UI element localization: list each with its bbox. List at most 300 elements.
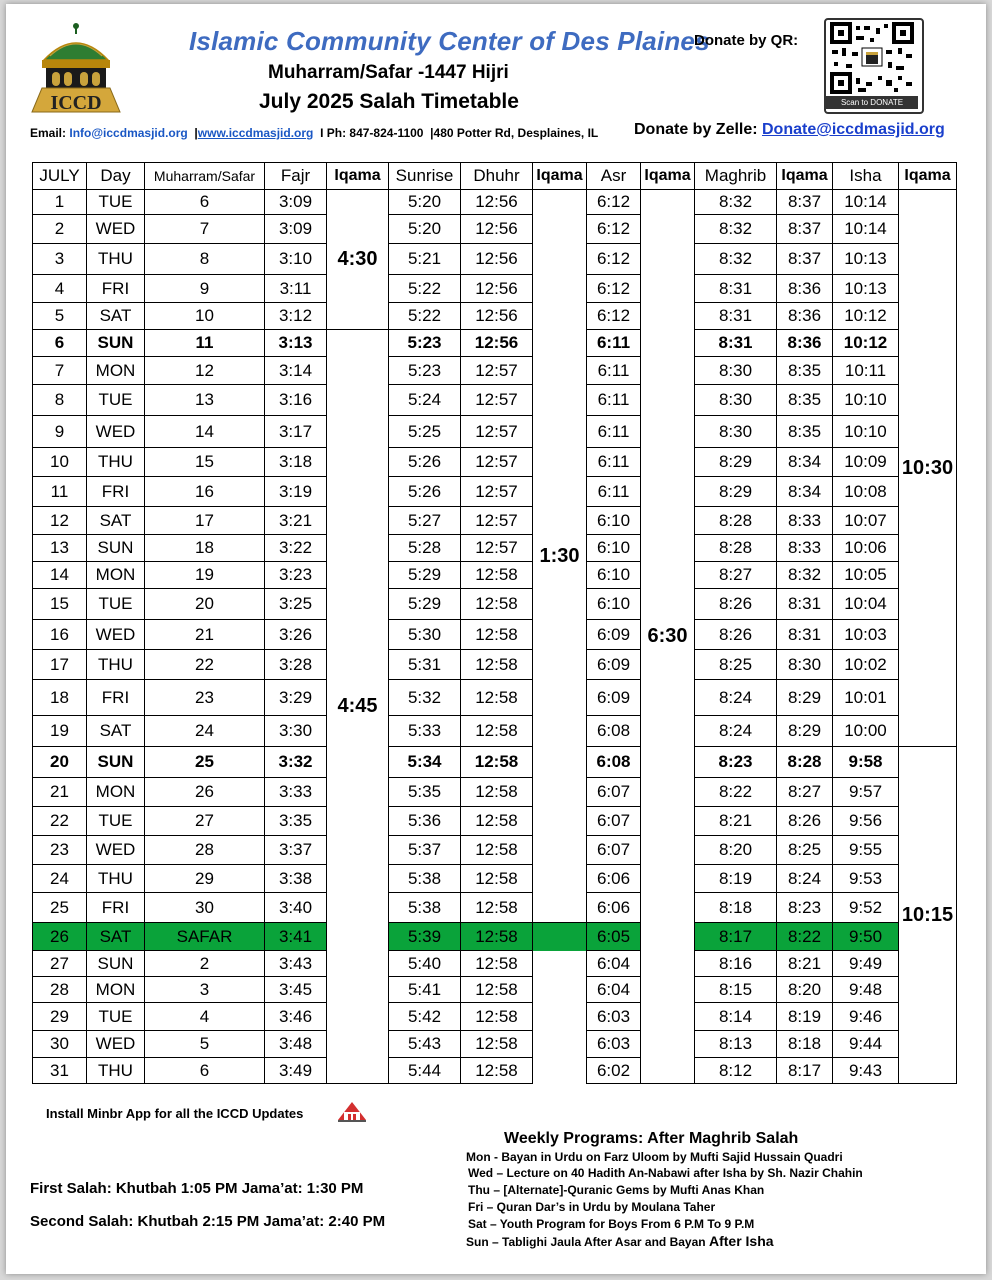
- cell: 12:57: [461, 507, 533, 535]
- cell: 6:03: [587, 1031, 641, 1058]
- cell: 9: [145, 275, 265, 303]
- cell: 6:09: [587, 620, 641, 650]
- cell: 6:12: [587, 303, 641, 330]
- cell: 5:38: [389, 893, 461, 923]
- cell: 18: [33, 680, 87, 716]
- cell: THU: [87, 244, 145, 275]
- cell: 8:25: [777, 836, 833, 865]
- table-row: [33, 1031, 957, 1058]
- cell: 12:58: [461, 836, 533, 865]
- cell: 30: [33, 1031, 87, 1058]
- cell: 5:26: [389, 477, 461, 507]
- cell: 6:10: [587, 507, 641, 535]
- cell: 3:26: [265, 620, 327, 650]
- qr-pattern-icon: [826, 20, 918, 98]
- separator: I: [316, 126, 327, 140]
- cell: 10:10: [833, 385, 899, 416]
- table-row: [33, 535, 957, 562]
- cell: 8:36: [777, 330, 833, 357]
- cell: 3:21: [265, 507, 327, 535]
- cell: 6: [145, 190, 265, 215]
- cell: 8:33: [777, 535, 833, 562]
- cell: 15: [33, 589, 87, 620]
- cell: 6:12: [587, 215, 641, 244]
- cell: 5:39: [389, 923, 461, 951]
- cell: 8:19: [777, 1003, 833, 1031]
- program-sun: [466, 1233, 774, 1249]
- iqama-cell: 1:30: [533, 190, 587, 923]
- col-header: Asr: [587, 163, 641, 190]
- address: 480 Potter Rd, Desplaines, IL: [433, 126, 599, 140]
- table-row: [33, 190, 957, 215]
- cell: 5:36: [389, 807, 461, 836]
- cell: 10:12: [833, 330, 899, 357]
- email-link[interactable]: Info@iccdmasjid.org: [69, 126, 188, 140]
- cell: 5:43: [389, 1031, 461, 1058]
- col-header: Isha: [833, 163, 899, 190]
- cell: 8:21: [777, 951, 833, 977]
- table-row: [33, 589, 957, 620]
- table-row: [33, 357, 957, 385]
- table-row: [33, 865, 957, 893]
- cell: 12:57: [461, 357, 533, 385]
- cell: 5:23: [389, 357, 461, 385]
- cell: 8:20: [777, 977, 833, 1003]
- cell: SAT: [87, 923, 145, 951]
- cell: 12:57: [461, 535, 533, 562]
- cell: 19: [145, 562, 265, 589]
- cell: 8:18: [777, 1031, 833, 1058]
- contact-line: [30, 126, 598, 140]
- cell: 6:06: [587, 865, 641, 893]
- table-row: [33, 778, 957, 807]
- cell: 5:26: [389, 448, 461, 477]
- cell: 8: [33, 385, 87, 416]
- col-header: Fajr: [265, 163, 327, 190]
- cell: 10:06: [833, 535, 899, 562]
- table-row: [33, 977, 957, 1003]
- cell: 10:08: [833, 477, 899, 507]
- cell: FRI: [87, 893, 145, 923]
- cell: 9:46: [833, 1003, 899, 1031]
- separator: |: [191, 126, 198, 140]
- cell: 25: [145, 747, 265, 778]
- cell: 12:58: [461, 923, 533, 951]
- cell: 8:17: [695, 923, 777, 951]
- col-header: Day: [87, 163, 145, 190]
- cell: 3:12: [265, 303, 327, 330]
- cell: SAT: [87, 716, 145, 747]
- cell: 8:21: [695, 807, 777, 836]
- cell: 8:30: [695, 416, 777, 448]
- cell: 3:10: [265, 244, 327, 275]
- cell: 3:38: [265, 865, 327, 893]
- cell: 8:24: [695, 716, 777, 747]
- cell: TUE: [87, 190, 145, 215]
- cell: SUN: [87, 951, 145, 977]
- table-row: [33, 836, 957, 865]
- cell: 6:09: [587, 650, 641, 680]
- cell: 12:56: [461, 215, 533, 244]
- zelle-label: Donate by Zelle:: [634, 121, 758, 138]
- header-row: [33, 163, 957, 190]
- cell: 7: [145, 215, 265, 244]
- cell: SUN: [87, 747, 145, 778]
- cell: 3:19: [265, 477, 327, 507]
- cell: 12:58: [461, 562, 533, 589]
- cell: 1: [33, 190, 87, 215]
- cell: 5:24: [389, 385, 461, 416]
- cell: 5:37: [389, 836, 461, 865]
- cell: 23: [145, 680, 265, 716]
- cell: 3:25: [265, 589, 327, 620]
- cell: 6:04: [587, 977, 641, 1003]
- cell: 8:34: [777, 477, 833, 507]
- cell: 8:22: [695, 778, 777, 807]
- cell: 12:57: [461, 477, 533, 507]
- cell: MON: [87, 562, 145, 589]
- cell: 8:30: [695, 385, 777, 416]
- cell: TUE: [87, 1003, 145, 1031]
- cell: 3:16: [265, 385, 327, 416]
- cell: 3:41: [265, 923, 327, 951]
- cell: 6:06: [587, 893, 641, 923]
- cell: 6:07: [587, 836, 641, 865]
- cell: 5:38: [389, 865, 461, 893]
- cell: 8:19: [695, 865, 777, 893]
- cell: 5:21: [389, 244, 461, 275]
- cell: 6:12: [587, 190, 641, 215]
- cell: 27: [33, 951, 87, 977]
- cell: 12:56: [461, 330, 533, 357]
- cell: 12: [145, 357, 265, 385]
- cell: 23: [33, 836, 87, 865]
- cell: 14: [33, 562, 87, 589]
- cell: WED: [87, 215, 145, 244]
- cell: 8:18: [695, 893, 777, 923]
- cell: 30: [145, 893, 265, 923]
- program-sun-text: Sun – Tablighi Jaula After Asar and Bayan: [466, 1235, 706, 1249]
- cell: 6:12: [587, 244, 641, 275]
- cell: 8:26: [695, 620, 777, 650]
- cell: 12:58: [461, 1003, 533, 1031]
- program-fri: Fri – Quran Dar’s in Urdu by Moulana Taher: [468, 1200, 716, 1214]
- cell: 3:33: [265, 778, 327, 807]
- cell: MON: [87, 357, 145, 385]
- cell: 3:18: [265, 448, 327, 477]
- cell: WED: [87, 1031, 145, 1058]
- cell: 8:23: [777, 893, 833, 923]
- table-row: [33, 680, 957, 716]
- cell: 12:58: [461, 680, 533, 716]
- cell: 12:57: [461, 416, 533, 448]
- cell: 26: [33, 923, 87, 951]
- cell: WED: [87, 836, 145, 865]
- cell: 5:27: [389, 507, 461, 535]
- second-salah: Second Salah: Khutbah 2:15 PM Jama’at: 2:40 PM: [30, 1213, 386, 1230]
- cell: 6:12: [587, 275, 641, 303]
- cell: 6:07: [587, 807, 641, 836]
- cell: 10:09: [833, 448, 899, 477]
- cell: 8:33: [777, 507, 833, 535]
- cell: 5:22: [389, 275, 461, 303]
- table-row: [33, 477, 957, 507]
- cell: 10:00: [833, 716, 899, 747]
- cell: 9:58: [833, 747, 899, 778]
- cell: SAT: [87, 507, 145, 535]
- cell: TUE: [87, 385, 145, 416]
- cell: 6:10: [587, 562, 641, 589]
- table-row: [33, 923, 957, 951]
- cell: 22: [145, 650, 265, 680]
- cell: 8:31: [695, 303, 777, 330]
- cell: MON: [87, 977, 145, 1003]
- cell: SUN: [87, 330, 145, 357]
- cell: 3:35: [265, 807, 327, 836]
- table-row: [33, 1003, 957, 1031]
- cell: 9:52: [833, 893, 899, 923]
- col-header: Iqama: [777, 163, 833, 190]
- table-row: [33, 620, 957, 650]
- cell: 19: [33, 716, 87, 747]
- timetable-sheet: [6, 4, 986, 1274]
- col-header: Iqama: [327, 163, 389, 190]
- cell: 3:13: [265, 330, 327, 357]
- cell: 6: [33, 330, 87, 357]
- cell: 8:25: [695, 650, 777, 680]
- cell: 9:57: [833, 778, 899, 807]
- cell: 8:32: [695, 244, 777, 275]
- cell: 6: [145, 1058, 265, 1084]
- cell: 8:20: [695, 836, 777, 865]
- cell: 5:28: [389, 535, 461, 562]
- iqama-cell: 10:30: [899, 190, 957, 747]
- zelle-email-link[interactable]: Donate@iccdmasjid.org: [762, 121, 945, 138]
- cell: 11: [145, 330, 265, 357]
- cell: 8:31: [695, 275, 777, 303]
- col-header: Iqama: [899, 163, 957, 190]
- cell: 8:14: [695, 1003, 777, 1031]
- cell: 6:04: [587, 951, 641, 977]
- cell: 2: [33, 215, 87, 244]
- cell: 8:31: [777, 620, 833, 650]
- table-row: [33, 562, 957, 589]
- cell: 12:57: [461, 448, 533, 477]
- cell: 8:24: [777, 865, 833, 893]
- cell: 13: [33, 535, 87, 562]
- cell: 8:27: [695, 562, 777, 589]
- cell: 8:37: [777, 215, 833, 244]
- cell: 8:31: [777, 589, 833, 620]
- cell: 18: [145, 535, 265, 562]
- cell: 9:43: [833, 1058, 899, 1084]
- table-row: [33, 893, 957, 923]
- cell: FRI: [87, 477, 145, 507]
- cell: WED: [87, 620, 145, 650]
- cell: SAFAR: [145, 923, 265, 951]
- cell: 3:14: [265, 357, 327, 385]
- cell: 6:11: [587, 330, 641, 357]
- table-row: [33, 416, 957, 448]
- cell: THU: [87, 865, 145, 893]
- cell: 24: [145, 716, 265, 747]
- cell: 8:35: [777, 416, 833, 448]
- program-wed: Wed – Lecture on 40 Hadith An-Nabawi after Isha by Sh. Nazir Chahin: [468, 1166, 863, 1180]
- cell: 5:44: [389, 1058, 461, 1084]
- cell: 11: [33, 477, 87, 507]
- cell: 3:43: [265, 951, 327, 977]
- cell: 3: [145, 977, 265, 1003]
- cell: 8:15: [695, 977, 777, 1003]
- program-mon: Mon - Bayan in Urdu on Farz Uloom by Mufti Sajid Hussain Quadri: [466, 1150, 843, 1164]
- cell: 29: [33, 1003, 87, 1031]
- cell: 6:07: [587, 778, 641, 807]
- cell: 10:13: [833, 275, 899, 303]
- program-thu: Thu – [Alternate]-Quranic Gems by Mufti Anas Khan: [468, 1183, 765, 1197]
- cell: 21: [145, 620, 265, 650]
- cell: 3:40: [265, 893, 327, 923]
- cell: 9:56: [833, 807, 899, 836]
- program-sun-suffix: After Isha: [708, 1233, 774, 1249]
- cell: 28: [33, 977, 87, 1003]
- cell: 5:29: [389, 562, 461, 589]
- cell: 13: [145, 385, 265, 416]
- cell: 15: [145, 448, 265, 477]
- cell: 29: [145, 865, 265, 893]
- cell: 12:58: [461, 893, 533, 923]
- cell: 8:36: [777, 275, 833, 303]
- cell: WED: [87, 416, 145, 448]
- cell: 8:26: [777, 807, 833, 836]
- table-row: [33, 330, 957, 357]
- cell: 5:42: [389, 1003, 461, 1031]
- cell: 6:11: [587, 477, 641, 507]
- cell: 12:56: [461, 275, 533, 303]
- cell: 12:58: [461, 589, 533, 620]
- cell: 3:29: [265, 680, 327, 716]
- cell: 12:57: [461, 385, 533, 416]
- cell: 8: [145, 244, 265, 275]
- salah-timetable: [32, 162, 957, 1084]
- cell: 8:28: [695, 535, 777, 562]
- cell: 27: [145, 807, 265, 836]
- cell: 8:30: [777, 650, 833, 680]
- cell: 8:32: [777, 562, 833, 589]
- cell: 12:56: [461, 190, 533, 215]
- cell: 5:32: [389, 680, 461, 716]
- cell: 12:58: [461, 951, 533, 977]
- cell: 9:55: [833, 836, 899, 865]
- cell: 5:23: [389, 330, 461, 357]
- cell: TUE: [87, 589, 145, 620]
- iqama-cell: 6:30: [641, 190, 695, 1084]
- cell: 9:49: [833, 951, 899, 977]
- cell: 10:03: [833, 620, 899, 650]
- cell: 6:11: [587, 448, 641, 477]
- col-header: Sunrise: [389, 163, 461, 190]
- cell: 6:08: [587, 747, 641, 778]
- cell: 5: [145, 1031, 265, 1058]
- cell: 3: [33, 244, 87, 275]
- cell: 8:24: [695, 680, 777, 716]
- cell: 6:11: [587, 416, 641, 448]
- cell: 8:27: [777, 778, 833, 807]
- cell: 10: [33, 448, 87, 477]
- cell: 8:28: [777, 747, 833, 778]
- cell: 3:09: [265, 190, 327, 215]
- table-row: [33, 747, 957, 778]
- cell: FRI: [87, 275, 145, 303]
- col-header: Maghrib: [695, 163, 777, 190]
- cell: 8:37: [777, 190, 833, 215]
- table-row: [33, 215, 957, 244]
- website-link[interactable]: www.iccdmasjid.org: [197, 126, 314, 140]
- cell: 5:35: [389, 778, 461, 807]
- cell: 24: [33, 865, 87, 893]
- logo-text: ICCD: [50, 92, 102, 114]
- table-row: [33, 303, 957, 330]
- timetable-title: July 2025 Salah Timetable: [259, 90, 519, 113]
- cell: 5:20: [389, 190, 461, 215]
- cell: 10: [145, 303, 265, 330]
- cell: 12:58: [461, 1058, 533, 1084]
- cell: 17: [33, 650, 87, 680]
- cell: 8:26: [695, 589, 777, 620]
- cell: 8:32: [695, 215, 777, 244]
- cell: 10:02: [833, 650, 899, 680]
- cell: 12:58: [461, 778, 533, 807]
- cell: 8:30: [695, 357, 777, 385]
- cell: 4: [33, 275, 87, 303]
- cell: 8:34: [777, 448, 833, 477]
- cell: 10:01: [833, 680, 899, 716]
- cell: 5:29: [389, 589, 461, 620]
- iqama-cell: 4:45: [327, 330, 389, 1084]
- table-row: [33, 244, 957, 275]
- cell: 5:31: [389, 650, 461, 680]
- cell: 4: [145, 1003, 265, 1031]
- cell: 6:02: [587, 1058, 641, 1084]
- table-row: [33, 1058, 957, 1084]
- cell: 8:35: [777, 357, 833, 385]
- cell: 6:03: [587, 1003, 641, 1031]
- minbr-app-icon[interactable]: [336, 1100, 368, 1124]
- cell: 5:25: [389, 416, 461, 448]
- cell: 6:10: [587, 535, 641, 562]
- cell: 5:33: [389, 716, 461, 747]
- table-row: [33, 650, 957, 680]
- cell: THU: [87, 1058, 145, 1084]
- cell: 3:11: [265, 275, 327, 303]
- cell: 25: [33, 893, 87, 923]
- cell: 8:16: [695, 951, 777, 977]
- cell: THU: [87, 650, 145, 680]
- cell: 6:08: [587, 716, 641, 747]
- cell: 17: [145, 507, 265, 535]
- first-salah: First Salah: Khutbah 1:05 PM Jama’at: 1:30 PM: [30, 1180, 364, 1197]
- cell: 8:36: [777, 303, 833, 330]
- cell: 12:58: [461, 865, 533, 893]
- cell: 9:53: [833, 865, 899, 893]
- cell: 20: [145, 589, 265, 620]
- cell: 26: [145, 778, 265, 807]
- table-row: [33, 507, 957, 535]
- hijri-subtitle: Muharram/Safar -1447 Hijri: [268, 62, 509, 83]
- cell: 8:29: [695, 448, 777, 477]
- cell: TUE: [87, 807, 145, 836]
- email-label: Email:: [30, 126, 67, 140]
- cell: 9:48: [833, 977, 899, 1003]
